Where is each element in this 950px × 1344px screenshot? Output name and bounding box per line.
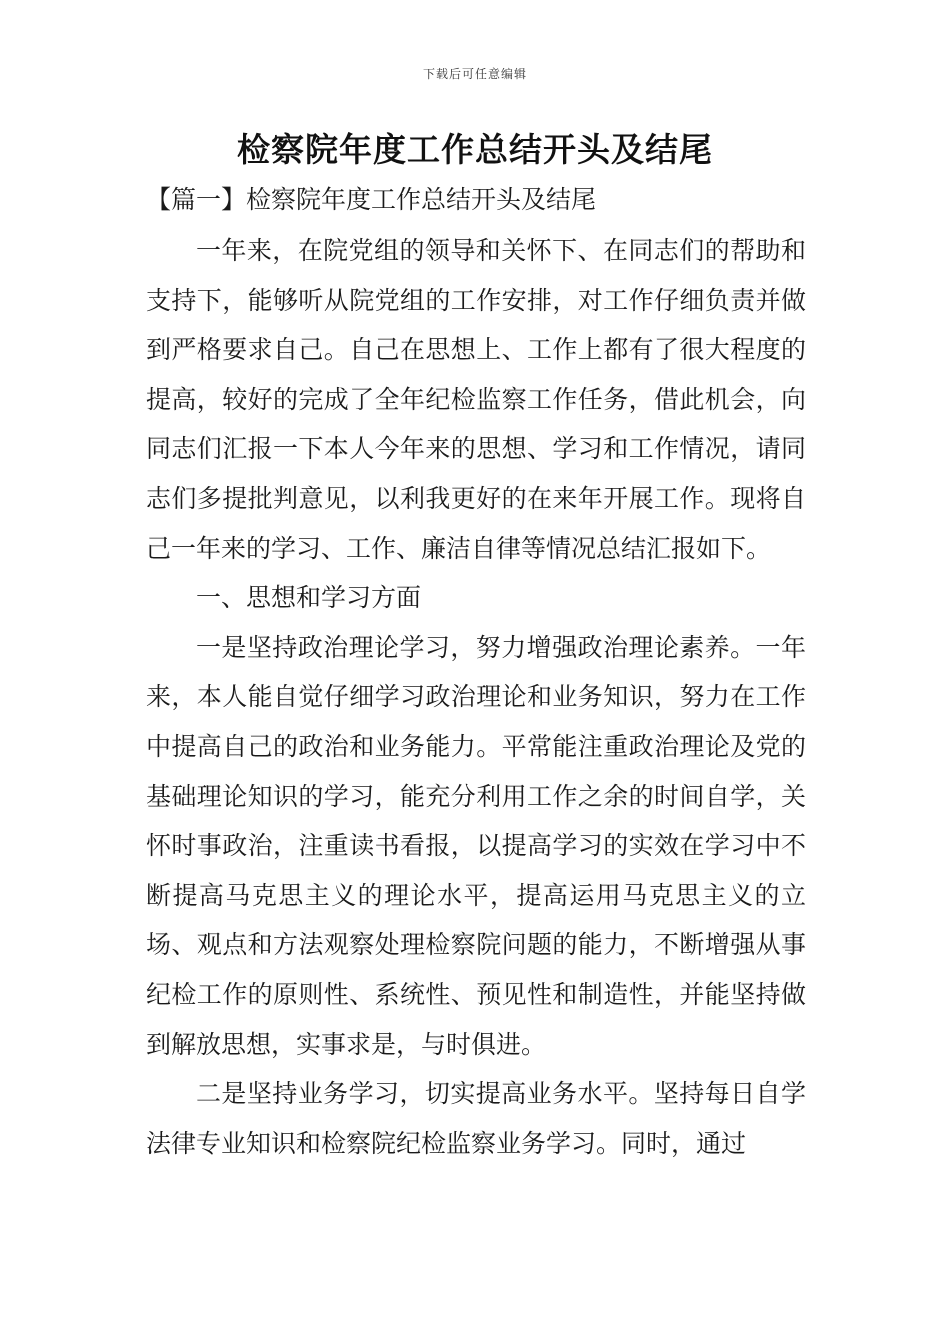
section-heading: 【篇一】检察院年度工作总结开头及结尾 — [146, 185, 597, 214]
paragraph-subheading: 一、思想和学习方面 — [196, 583, 422, 613]
document-title: 检察院年度工作总结开头及结尾 — [237, 130, 713, 169]
paragraph-intro: 一年来，在院党组的领导和关怀下、在同志们的帮助和支持下，能够听从院党组的工作安排，对工作仔细负责并做到严格要求自己。自己在思想上、工作上都有了很大程度的提高，较好的完成了全年纪检监察工作任务，借此机会，向同志们汇报一下本人今年来的思想、学习和工作情况，请同志们多提批判意见，以利我更好的在来年开展工作。现将自己一年来的学习、工作、廉洁自律等情况总结汇报如下。 — [146, 236, 806, 563]
paragraph-point-one: 一是坚持政治理论学习，努力增强政治理论素养。一年来，本人能自觉仔细学习政治理论和业务知识，努力在工作中提高自己的政治和业务能力。平常能注重政治理论及党的基础理论知识的学习，能充分利用工作之余的时间自学，关怀时事政治，注重读书看报，以提高学习的实效在学习中不断提高马克思主义的理论水平，提高运用马克思主义的立场、观点和方法观察处理检察院问题的能力，不断增强从事纪检工作的原则性、系统性、预见性和制造性，并能坚持做到解放思想，实事求是，与时俱进。 — [146, 632, 806, 1059]
paragraph-point-two: 二是坚持业务学习，切实提高业务水平。坚持每日自学法律专业知识和检察院纪检监察业务学习。同时，通过 — [146, 1079, 806, 1158]
document-body — [146, 226, 806, 1168]
header-note: 下载后可任意编辑 — [422, 67, 527, 81]
